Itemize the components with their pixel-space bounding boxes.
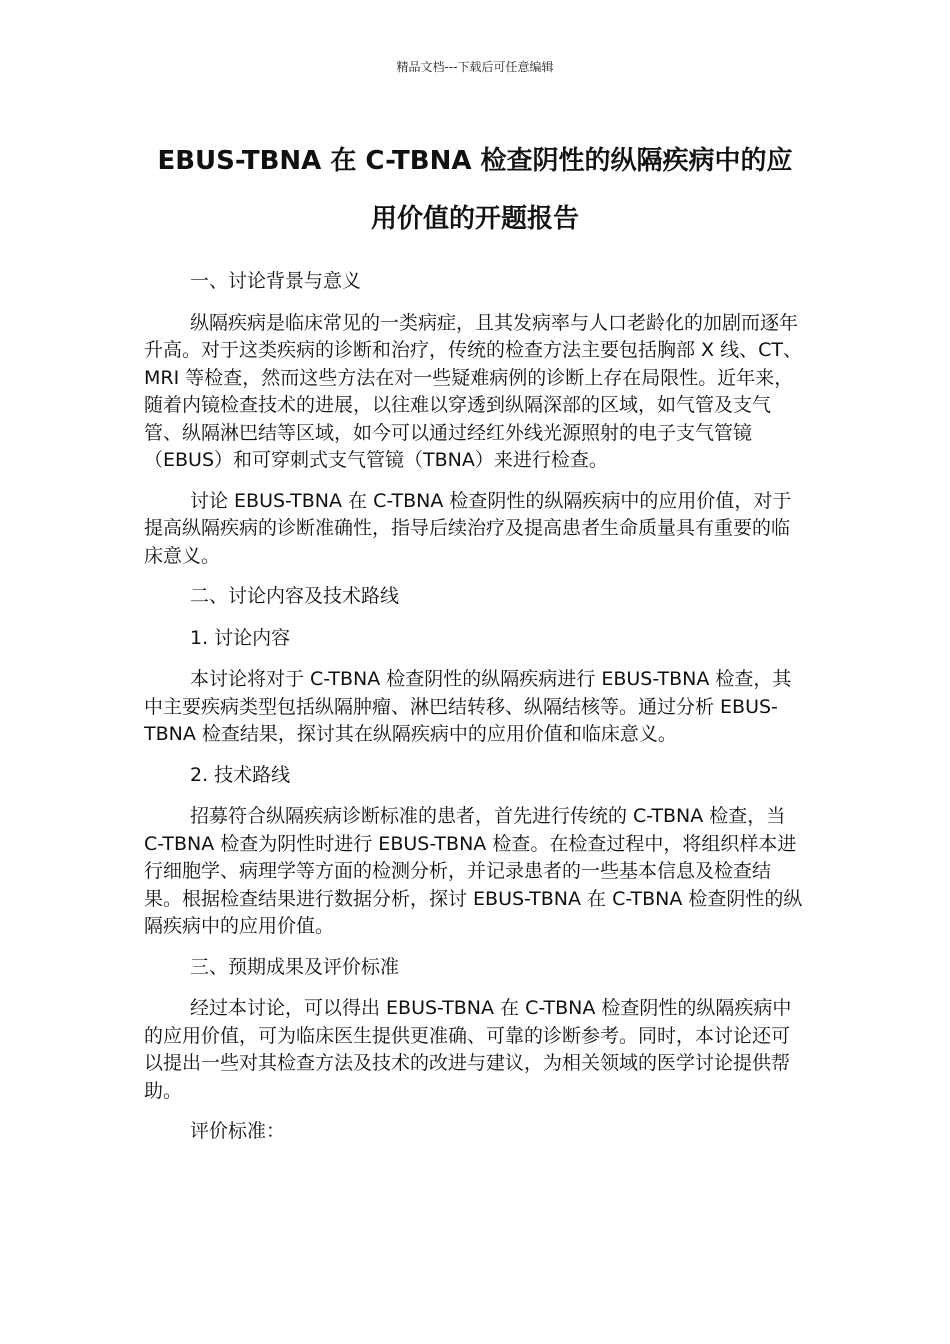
section-2-subheading-1: 1. 讨论内容 — [190, 626, 291, 649]
section-3-paragraph-1: 经过本讨论，可以得出 EBUS-TBNA 在 C-TBNA 检查阴性的纵隔疾病中的应用价值，可为临床医生提供更准确、可靠的诊断参考。同时，本讨论还可以提出一些对其检查方法及技术的改进与建议，为相关领域的医学讨论提供帮助。 — [144, 997, 792, 1102]
document-title — [120, 132, 830, 248]
document-body — [144, 268, 806, 1160]
section-2-paragraph-1: 本讨论将对于 C-TBNA 检查阴性的纵隔疾病进行 EBUS-TBNA 检查，其中主要疾病类型包括纵隔肿瘤、淋巴结转移、纵隔结核等。通过分析 EBUS-TBNA 检查结果，探讨其在纵隔疾病中的应用价值和临床意义。 — [144, 668, 792, 745]
title-line-1: EBUS-TBNA 在 C-TBNA 检查阴性的纵隔疾病中的应 — [157, 146, 793, 176]
section-1-paragraph-1: 纵隔疾病是临床常见的一类病症，且其发病率与人口老龄化的加剧而逐年升高。对于这类疾病的诊断和治疗，传统的检查方法主要包括胸部 X 线、CT、MRI 等检查，然而这些方法在对一些疑难病例的诊断上存在局限性。近年来，随着内镜检查技术的进展，以往难以穿透到纵隔深部的区域，如气管及支气管、纵隔淋巴结等区域，如今可以通过经红外线光源照射的电子支气管镜（EBUS）和可穿刺式支气管镜（TBNA）来进行检查。 — [144, 311, 802, 471]
section-1-paragraph-2: 讨论 EBUS-TBNA 在 C-TBNA 检查阴性的纵隔疾病中的应用价值，对于提高纵隔疾病的诊断准确性，指导后续治疗及提高患者生命质量具有重要的临床意义。 — [144, 489, 792, 567]
section-2-subheading-2: 2. 技术路线 — [190, 763, 291, 786]
section-3-heading: 三、预期成果及评价标准 — [190, 955, 400, 978]
page-header: 精品文档---下载后可任意编辑 — [396, 60, 554, 74]
section-2-heading: 二、讨论内容及技术路线 — [190, 585, 400, 607]
section-3-paragraph-2: 评价标准： — [190, 1120, 286, 1142]
section-2-paragraph-2: 招募符合纵隔疾病诊断标准的患者，首先进行传统的 C-TBNA 检查，当 C-TBNA 检查为阴性时进行 EBUS-TBNA 检查。在检查过程中，将组织样本进行细胞学、病理学等方面的检测分析，并记录患者的一些基本信息及检查结果。根据检查结果进行数据分析，探讨 EBUS-TBNA 在 C-TBNA 检查阴性的纵隔疾病中的应用价值。 — [144, 805, 803, 937]
section-1-heading: 一、讨论背景与意义 — [190, 270, 362, 292]
title-line-2: 用价值的开题报告 — [370, 204, 579, 234]
